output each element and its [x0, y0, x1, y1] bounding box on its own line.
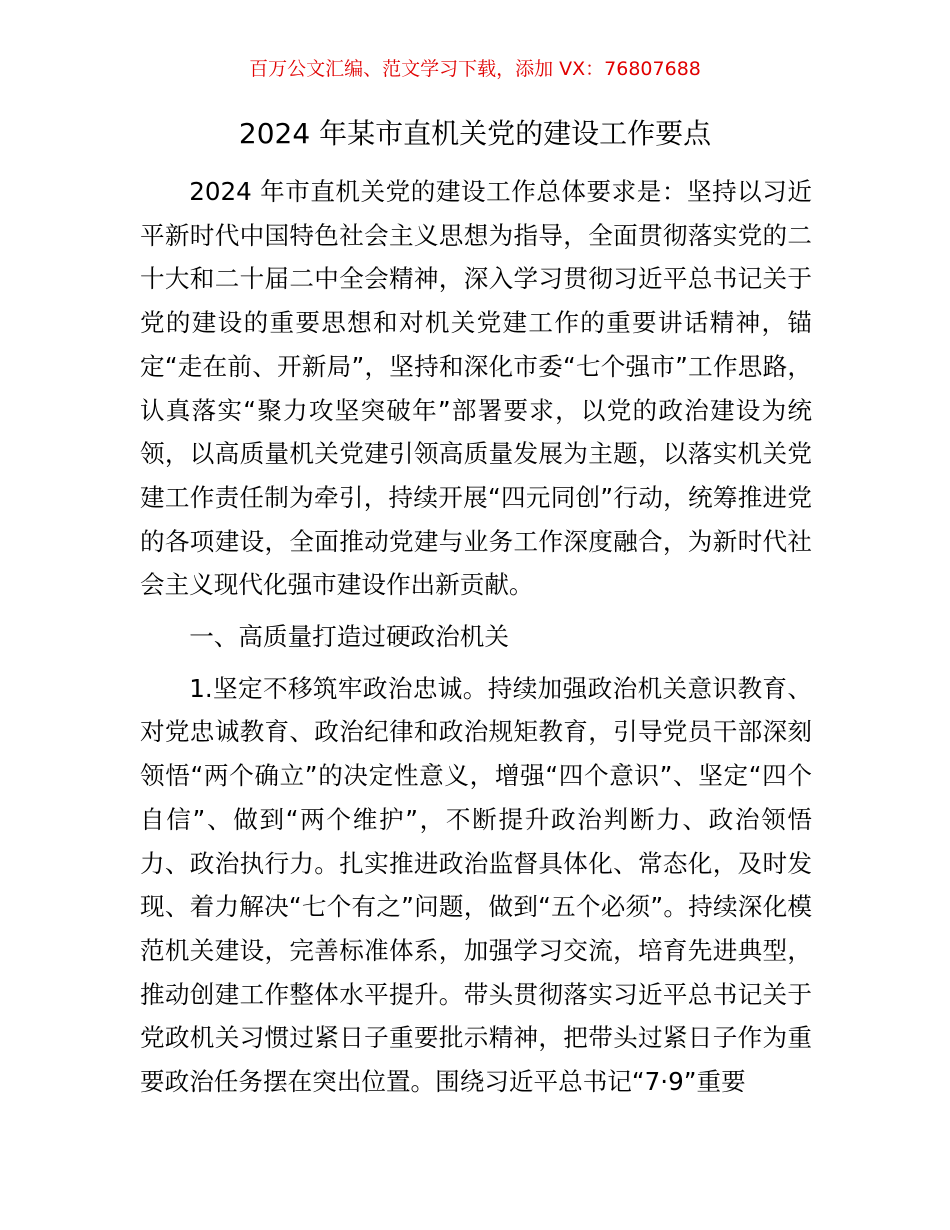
section-heading: 一、高质量打造过硬政治机关	[189, 622, 509, 652]
item-paragraph: 1.坚定不移筑牢政治忠诚。持续加强政治机关意识教育、对党忠诚教育、政治纪律和政治规矩教育，引导党员干部深刻领悟“两个确立”的决定性意义，增强“四个意识”、坚定“四个自信”、做到“两个维护”，不断提升政治判断力、政治领悟力、政治执行力。扎实推进政治监督具体化、常态化，及时发现、着力解决“七个有之”问题，做到“五个必须”。持续深化模范机关建设，完善标准体系，加强学习交流，培育先进典型，推动创建工作整体水平提升。带头贯彻落实习近平总书记关于党政机关习惯过紧日子重要批示精神，把带头过紧日子作为重要政治任务摆在突出位置。围绕习近平总书记“7·9”重要	[140, 673, 812, 1097]
document-title: 2024 年某市直机关党的建设工作要点	[238, 117, 712, 150]
intro-paragraph: 2024 年市直机关党的建设工作总体要求是：坚持以习近平新时代中国特色社会主义思想为指导，全面贯彻落实党的二十大和二十届二中全会精神，深入学习贯彻习近平总书记关于党的建设的重要思想和对机关党建工作的重要讲话精神，锚定“走在前、开新局”，坚持和深化市委“七个强市”工作思路，认真落实“聚力攻坚突破年”部署要求，以党的政治建设为统领，以高质量机关党建引领高质量发展为主题，以落实机关党建工作责任制为牵引，持续开展“四元同创”行动，统筹推进党的各项建设，全面推动党建与业务工作深度融合，为新时代社会主义现代化强市建设作出新贡献。	[140, 177, 812, 600]
document-body	[140, 170, 812, 1104]
watermark-header: 百万公文汇编、范文学习下载，添加 VX：76807688	[249, 58, 701, 80]
